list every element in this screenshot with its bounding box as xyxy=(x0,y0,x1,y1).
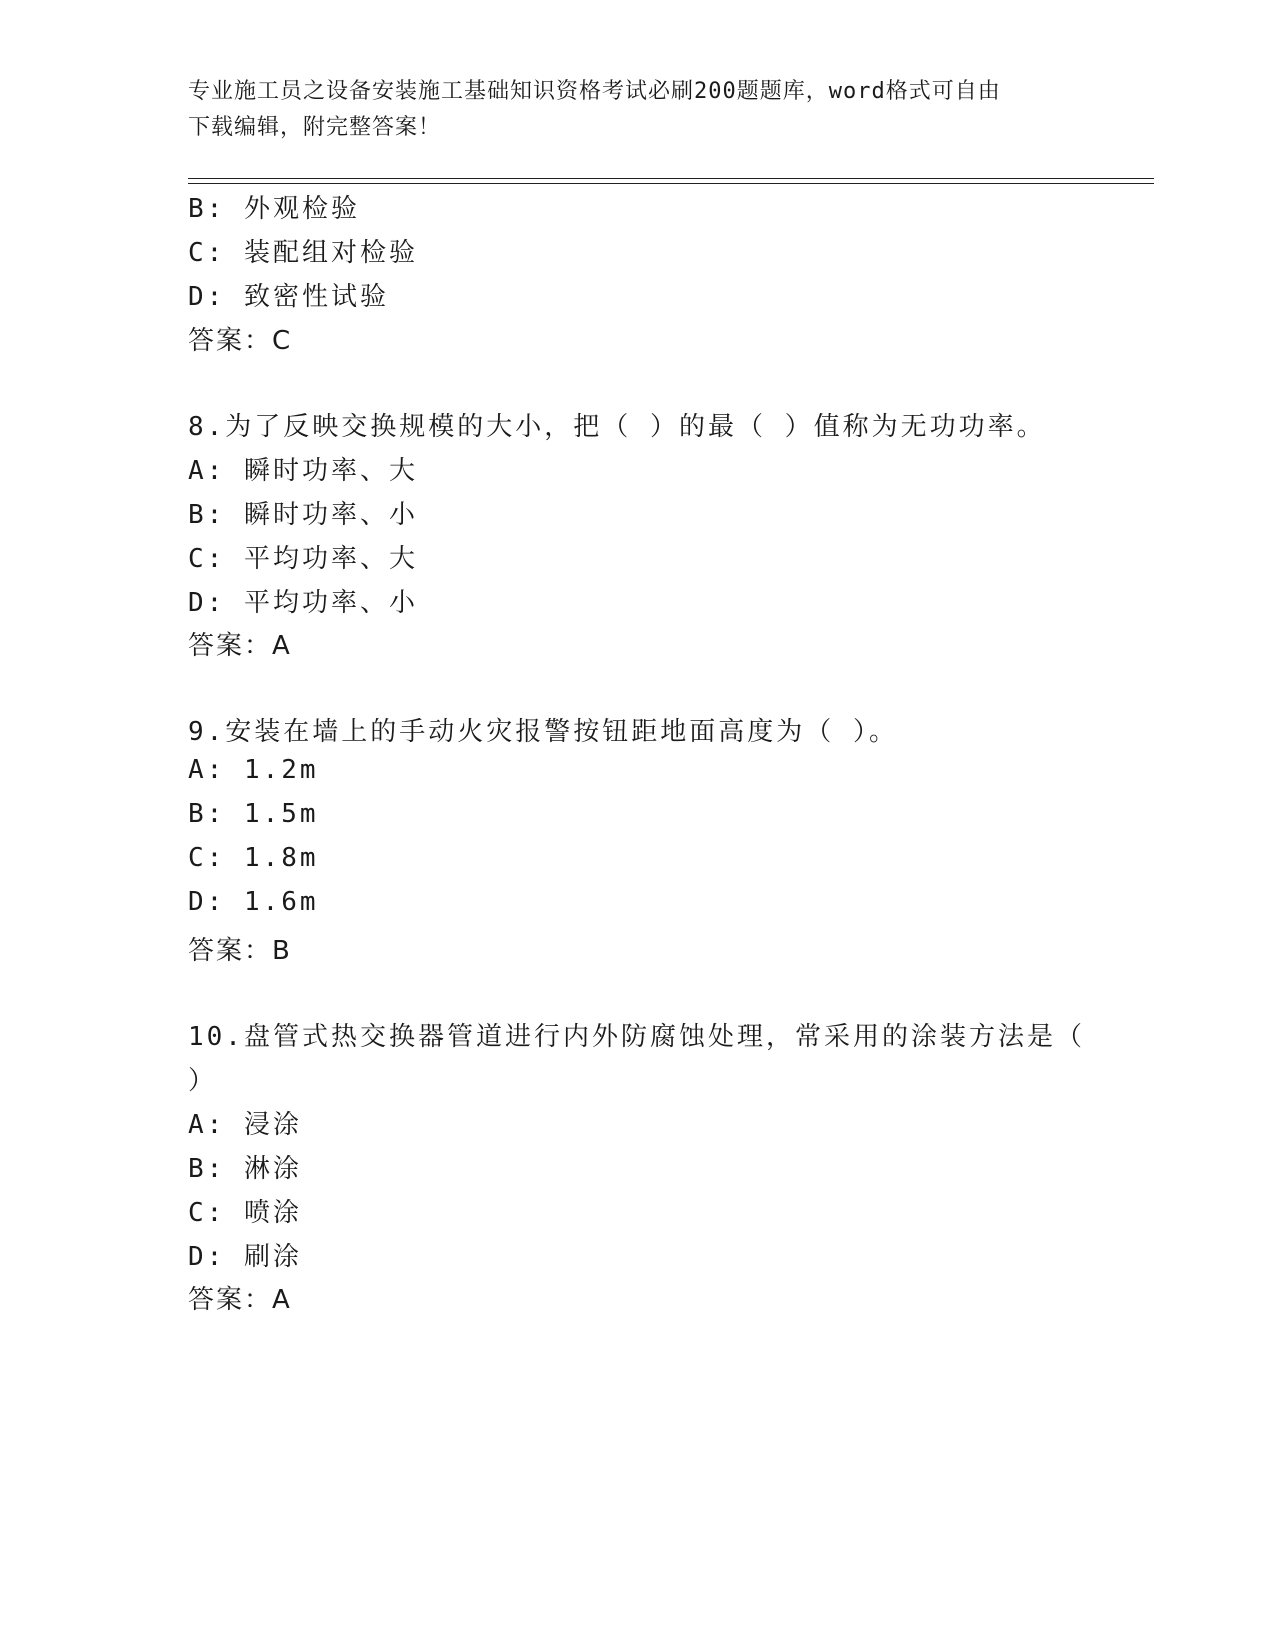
option-d: D: 致密性试验 xyxy=(188,282,389,312)
answer-line: 答案：A xyxy=(188,1285,292,1315)
option-a: A: 1.2m xyxy=(188,755,319,785)
option-c: C: 装配组对检验 xyxy=(188,238,418,268)
option-d: D: 平均功率、小 xyxy=(188,588,418,618)
header-line-2: 下载编辑，附完整答案！ xyxy=(188,115,442,140)
option-d: D: 刷涂 xyxy=(188,1242,302,1272)
header-rule-bottom xyxy=(188,183,1154,184)
option-a: A: 瞬时功率、大 xyxy=(188,456,418,486)
header-rule-top xyxy=(188,178,1154,179)
option-c: C: 平均功率、大 xyxy=(188,544,418,574)
option-b: B: 淋涂 xyxy=(188,1154,302,1184)
option-c: C: 喷涂 xyxy=(188,1198,302,1228)
option-b: B: 外观检验 xyxy=(188,194,360,224)
option-d: D: 1.6m xyxy=(188,887,319,917)
document-header xyxy=(188,74,1088,146)
answer-line: 答案：C xyxy=(188,326,293,356)
option-a: A: 浸涂 xyxy=(188,1110,302,1140)
answer-line: 答案：A xyxy=(188,631,292,661)
question-stem: 10.盘管式热交换器管道进行内外防腐蚀处理，常采用的涂装方法是（ xyxy=(188,1022,1085,1052)
question-stem-continued: ） xyxy=(188,1066,218,1096)
option-b: B: 1.5m xyxy=(188,799,319,829)
answer-line: 答案：B xyxy=(188,936,292,966)
question-stem: 9.安装在墙上的手动火灾报警按钮距地面高度为（ ）。 xyxy=(188,717,898,747)
option-c: C: 1.8m xyxy=(188,843,319,873)
question-stem: 8.为了反映交换规模的大小，把（ ）的最（ ）值称为无功功率。 xyxy=(188,412,1046,442)
header-line-1: 专业施工员之设备安装施工基础知识资格考试必刷200题题库，word格式可自由 xyxy=(188,79,1001,104)
option-b: B: 瞬时功率、小 xyxy=(188,500,418,530)
